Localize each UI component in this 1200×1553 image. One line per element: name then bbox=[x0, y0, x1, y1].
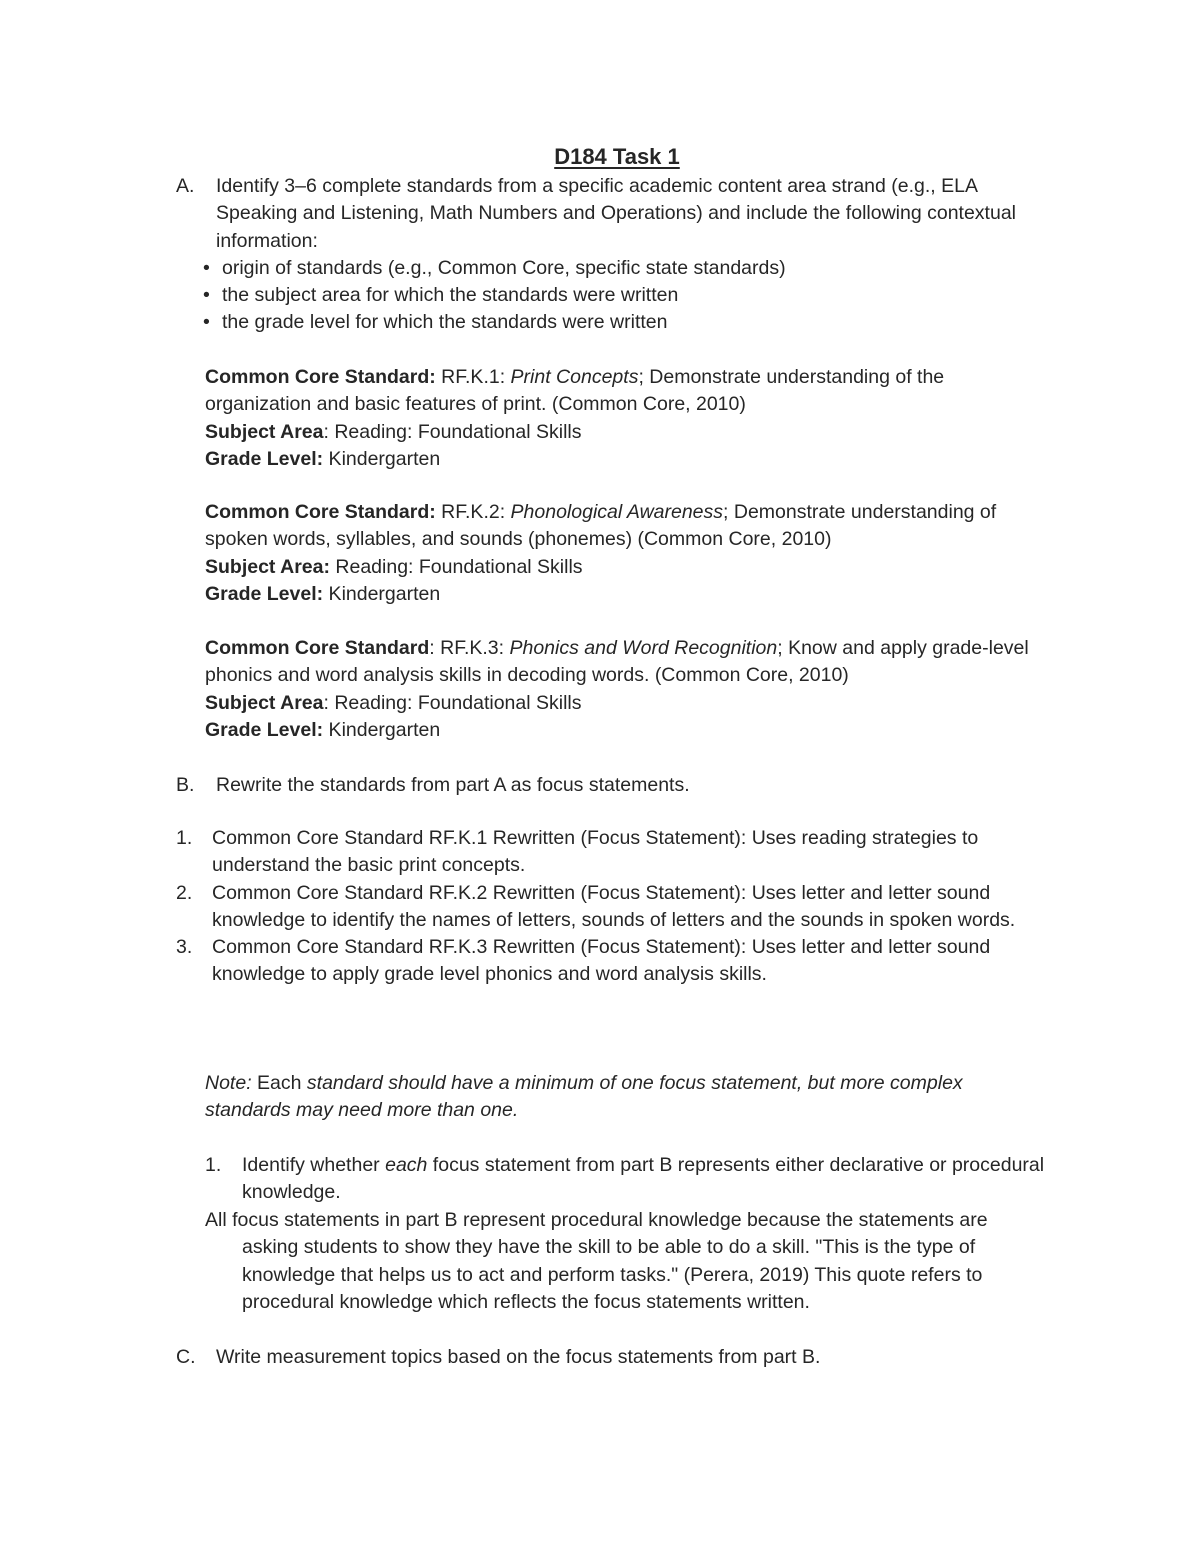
bullet-icon: • bbox=[203, 256, 210, 279]
list-number: 1. bbox=[205, 1154, 222, 1176]
standard-block-3 bbox=[205, 635, 1055, 744]
subject-area-line: Subject Area: Reading: Foundational Skills bbox=[205, 691, 582, 714]
part-a-text: Identify 3–6 complete standards from a specific academic content area strand (e.g., ELA Speaking and Listening, Math Numbers and Operations) and include the following contextual information: bbox=[216, 175, 1016, 252]
standard-block-1 bbox=[205, 364, 1055, 473]
list-item: 1. Common Core Standard RF.K.1 Rewritten (Focus Statement): Uses reading strategies to understand the basic print concepts. bbox=[176, 827, 979, 877]
note: Note: Each standard should have a minimum of one focus statement, but more complex standards may need more than one. bbox=[205, 1072, 963, 1122]
part-b bbox=[176, 772, 1046, 799]
note-label: Note: bbox=[205, 1072, 252, 1094]
standard-line: Common Core Standard: RF.K.3: Phonics and Word Recognition; Know and apply grade-level phonics and word analysis skills in decoding words. (Common Core, 2010) bbox=[205, 637, 1029, 687]
standard-label: Common Core Standard: bbox=[205, 366, 436, 388]
contextual-info-list bbox=[176, 255, 1046, 337]
part-b-marker: B. bbox=[176, 774, 195, 796]
standard-name: Phonological Awareness bbox=[510, 501, 724, 523]
part-a-marker: A. bbox=[176, 175, 195, 197]
list-number: 3. bbox=[176, 936, 193, 959]
answer-text: All focus statements in part B represent procedural knowledge because the statements are asking students to show they have the skill to be able to do a skill. "This is the type of knowledge that helps us to act and perform tasks." (Perera, 2019) This quote refers to procedural knowledge which reflects the focus statements written. bbox=[205, 1209, 988, 1313]
standard-name: Phonics and Word Recognition bbox=[509, 637, 778, 659]
focus-statement-list bbox=[176, 825, 1046, 989]
part-c-marker: C. bbox=[176, 1346, 196, 1368]
part-c bbox=[176, 1344, 1046, 1371]
list-number: 2. bbox=[176, 881, 193, 904]
identify-question: 1. Identify whether each focus statement from part B represents either declarative or procedural knowledge. bbox=[205, 1154, 1045, 1204]
standard-label: Common Core Standard: bbox=[205, 501, 436, 523]
bullet-icon: • bbox=[203, 284, 210, 307]
subject-area-line: Subject Area: Reading: Foundational Skills bbox=[205, 555, 583, 578]
grade-level-line: Grade Level: Kindergarten bbox=[205, 447, 441, 470]
standard-block-2 bbox=[205, 499, 1055, 608]
standard-line: Common Core Standard: RF.K.2: Phonological Awareness; Demonstrate understanding of spoken words, syllables, and sounds (phonemes) (Common Core, 2010) bbox=[205, 501, 997, 551]
standard-name: Print Concepts bbox=[510, 366, 639, 388]
part-c-text: Write measurement topics based on the focus statements from part B. bbox=[216, 1346, 821, 1368]
bullet-icon: • bbox=[203, 311, 210, 334]
list-item: 3. Common Core Standard RF.K.3 Rewritten (Focus Statement): Uses letter and letter sound knowledge to apply grade level phonics and word analysis skills. bbox=[176, 936, 991, 986]
list-number: 1. bbox=[176, 827, 193, 849]
standard-label: Common Core Standard bbox=[205, 637, 430, 659]
part-a bbox=[176, 173, 1046, 337]
standard-line: Common Core Standard: RF.K.1: Print Concepts; Demonstrate understanding of the organization and basic features of print. (Common Core, 2010) bbox=[205, 366, 945, 416]
part-b-text: Rewrite the standards from part A as focus statements. bbox=[216, 774, 690, 796]
part-a-prompt bbox=[176, 173, 1046, 255]
list-item: • origin of standards (e.g., Common Core, specific state standards) bbox=[176, 255, 1046, 282]
subject-area-line: Subject Area: Reading: Foundational Skills bbox=[205, 420, 582, 443]
grade-level-line: Grade Level: Kindergarten bbox=[205, 582, 441, 605]
knowledge-answer bbox=[205, 1207, 1045, 1316]
list-item: 2. Common Core Standard RF.K.2 Rewritten (Focus Statement): Uses letter and letter sound knowledge to identify the names of letters, sounds of letters and the sounds in spoken words. bbox=[176, 881, 1016, 931]
list-item: • the grade level for which the standards were written bbox=[176, 309, 1046, 336]
list-item: • the subject area for which the standards were written bbox=[176, 282, 1046, 309]
document-title: D184 Task 1 bbox=[554, 144, 680, 169]
grade-level-line: Grade Level: Kindergarten bbox=[205, 718, 441, 741]
